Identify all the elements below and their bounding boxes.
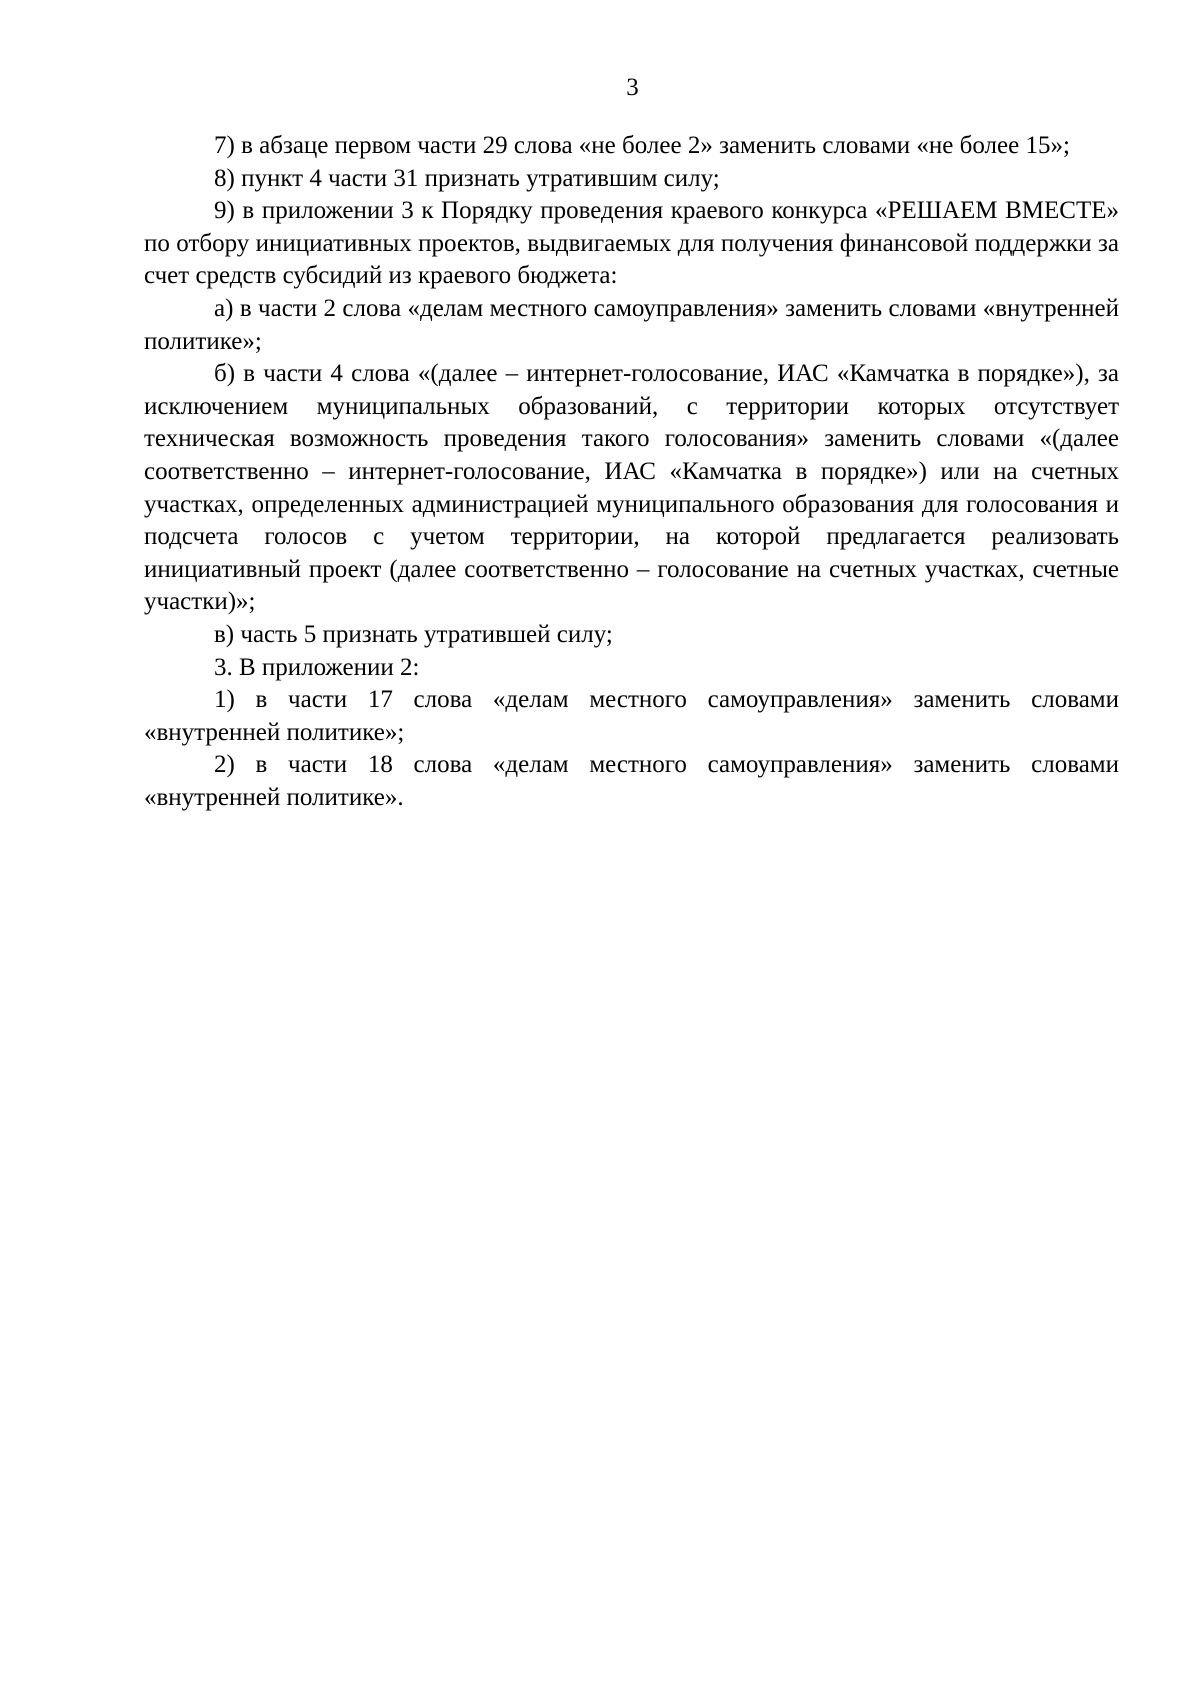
paragraph-3-2: 2) в части 18 слова «делам местного самоуправления» заменить словами «внутренней политике». bbox=[144, 751, 1119, 811]
document-body bbox=[144, 130, 1119, 814]
paragraph-8: 8) пункт 4 части 31 признать утратившим силу; bbox=[214, 164, 720, 192]
paragraph-9a: а) в части 2 слова «делам местного самоуправления» заменить словами «внутренней политике»; bbox=[144, 294, 1119, 355]
paragraph-9b: б) в части 4 слова «(далее – интернет-голосование, ИАС «Камчатка в порядке»), за исключением муниципальных образований, с территории которых отсутствует техническая возможность проведения такого голосования» заменить словами «(далее соответственно – интернет-голосование, ИАС «Камчатка в порядке») или на счетных участках, определенных администрацией муниципального образования для голосования и подсчета голосов с учетом территории, на которой предлагается реализовать инициативный проект (далее соответственно – голосование на счетных участках, счетные участки)»; bbox=[144, 360, 1119, 616]
paragraph-7: 7) в абзаце первом части 29 слова «не более 2» заменить словами «не более 15»; bbox=[214, 132, 1070, 159]
page-number: 3 bbox=[626, 74, 639, 101]
paragraph-9v: в) часть 5 признать утратившей силу; bbox=[214, 620, 613, 648]
section-3-heading: 3. В приложении 2: bbox=[214, 653, 420, 681]
paragraph-9: 9) в приложении 3 к Порядку проведения краевого конкурса «РЕШАЕМ ВМЕСТЕ» по отбору инициативных проектов, выдвигаемых для получения финансовой поддержки за счет средств субсидий из краевого бюджета: bbox=[144, 197, 1119, 290]
paragraph-3-1: 1) в части 17 слова «делам местного самоуправления» заменить словами «внутренней политике»; bbox=[144, 686, 1119, 746]
